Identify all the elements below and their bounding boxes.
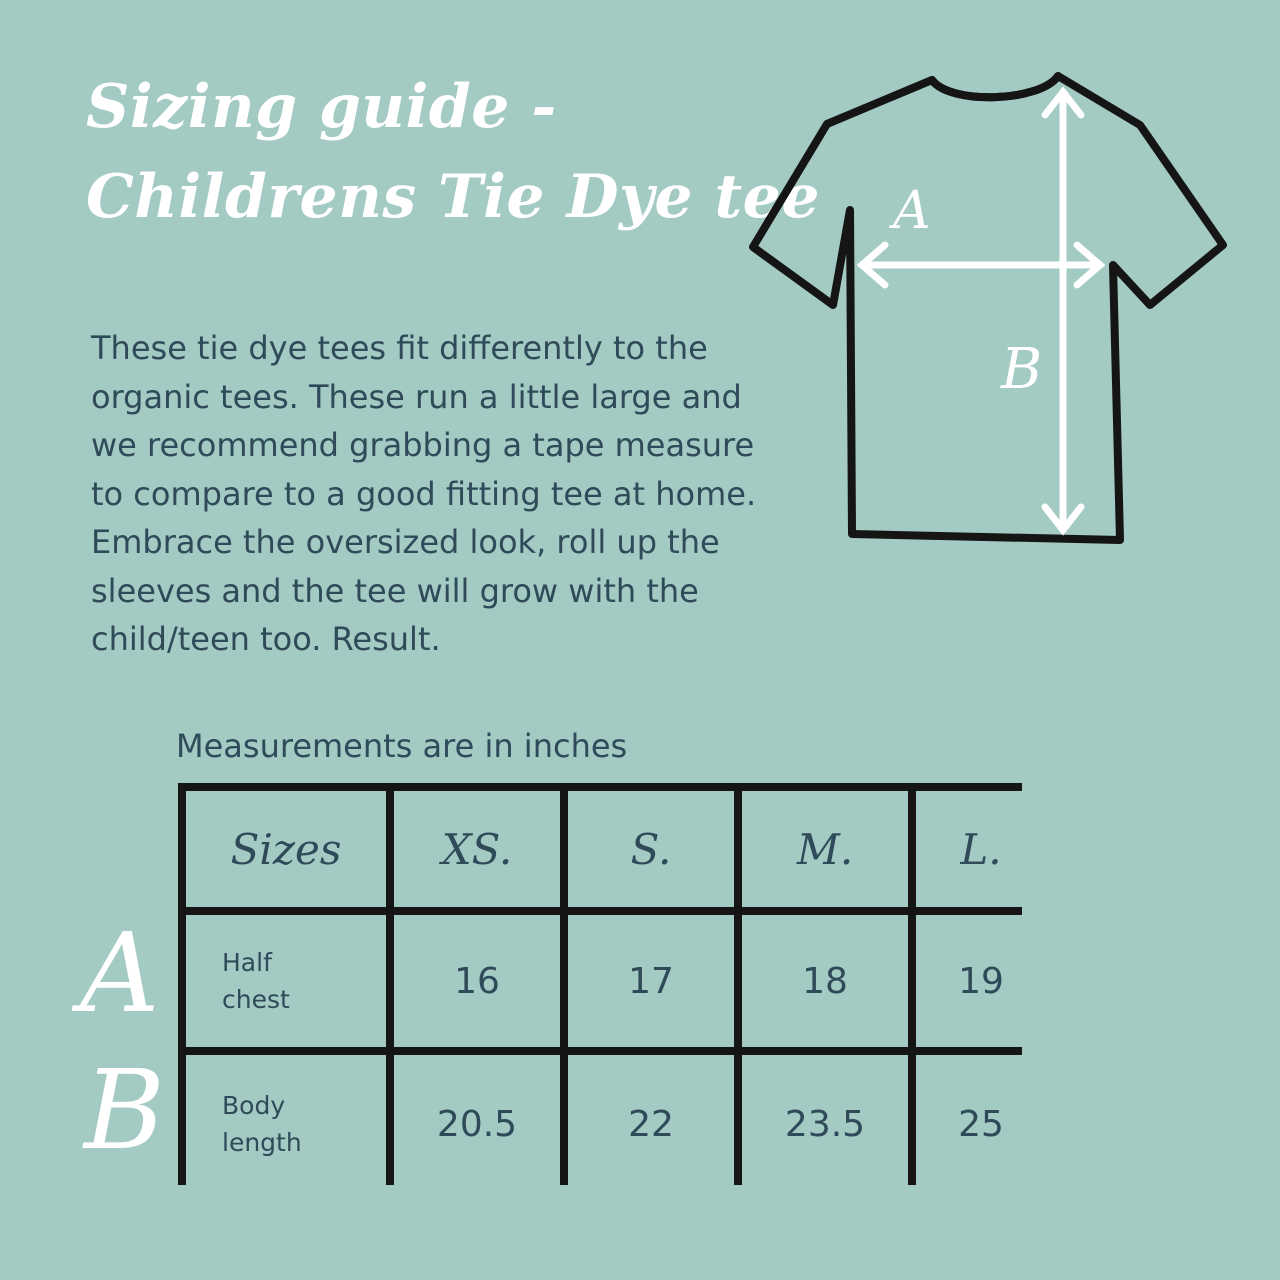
table-cell: 16 xyxy=(394,915,560,1047)
table-cell: 22 xyxy=(568,1055,734,1193)
title-line-1: Sizing guide - xyxy=(86,72,557,142)
row-label-body-length xyxy=(186,1055,386,1193)
row-label-line: length xyxy=(222,1128,302,1157)
header-s: S. xyxy=(568,791,734,907)
row-label-line: chest xyxy=(222,985,290,1014)
header-m: M. xyxy=(742,791,908,907)
table-cell: 17 xyxy=(568,915,734,1047)
table-cell: 23.5 xyxy=(742,1055,908,1193)
row-marker-a: A xyxy=(80,909,160,1037)
intro-paragraph: These tie dye tees fit differently to the organic tees. These run a little large and we recommend grabbing a tape measure to compare to a good fitting tee at home. Embrace the oversized look, roll up the sleeves and the tee will grow with the child/teen too. Result. xyxy=(91,329,757,658)
title-line-2: Childrens Tie Dye tee xyxy=(86,162,821,232)
tshirt-diagram xyxy=(745,60,1245,560)
table-cell: 19 xyxy=(916,915,1046,1047)
row-label-line: Half xyxy=(222,948,272,977)
length-label: B xyxy=(1001,337,1043,402)
tshirt-collar xyxy=(932,76,1058,97)
row-label-half-chest xyxy=(186,915,386,1047)
tshirt-outline xyxy=(753,76,1223,540)
header-sizes: Sizes xyxy=(186,791,386,907)
size-table xyxy=(178,783,1022,1185)
table-cell: 25 xyxy=(916,1055,1046,1193)
table-cell: 18 xyxy=(742,915,908,1047)
page-title xyxy=(86,62,820,242)
units-note: Measurements are in inches xyxy=(176,727,628,765)
header-xs: XS. xyxy=(394,791,560,907)
row-label-line: Body xyxy=(222,1091,286,1120)
header-l: L. xyxy=(916,791,1046,907)
table-cell: 20.5 xyxy=(394,1055,560,1193)
chest-label: A xyxy=(893,181,931,241)
row-marker-b: B xyxy=(84,1046,165,1174)
